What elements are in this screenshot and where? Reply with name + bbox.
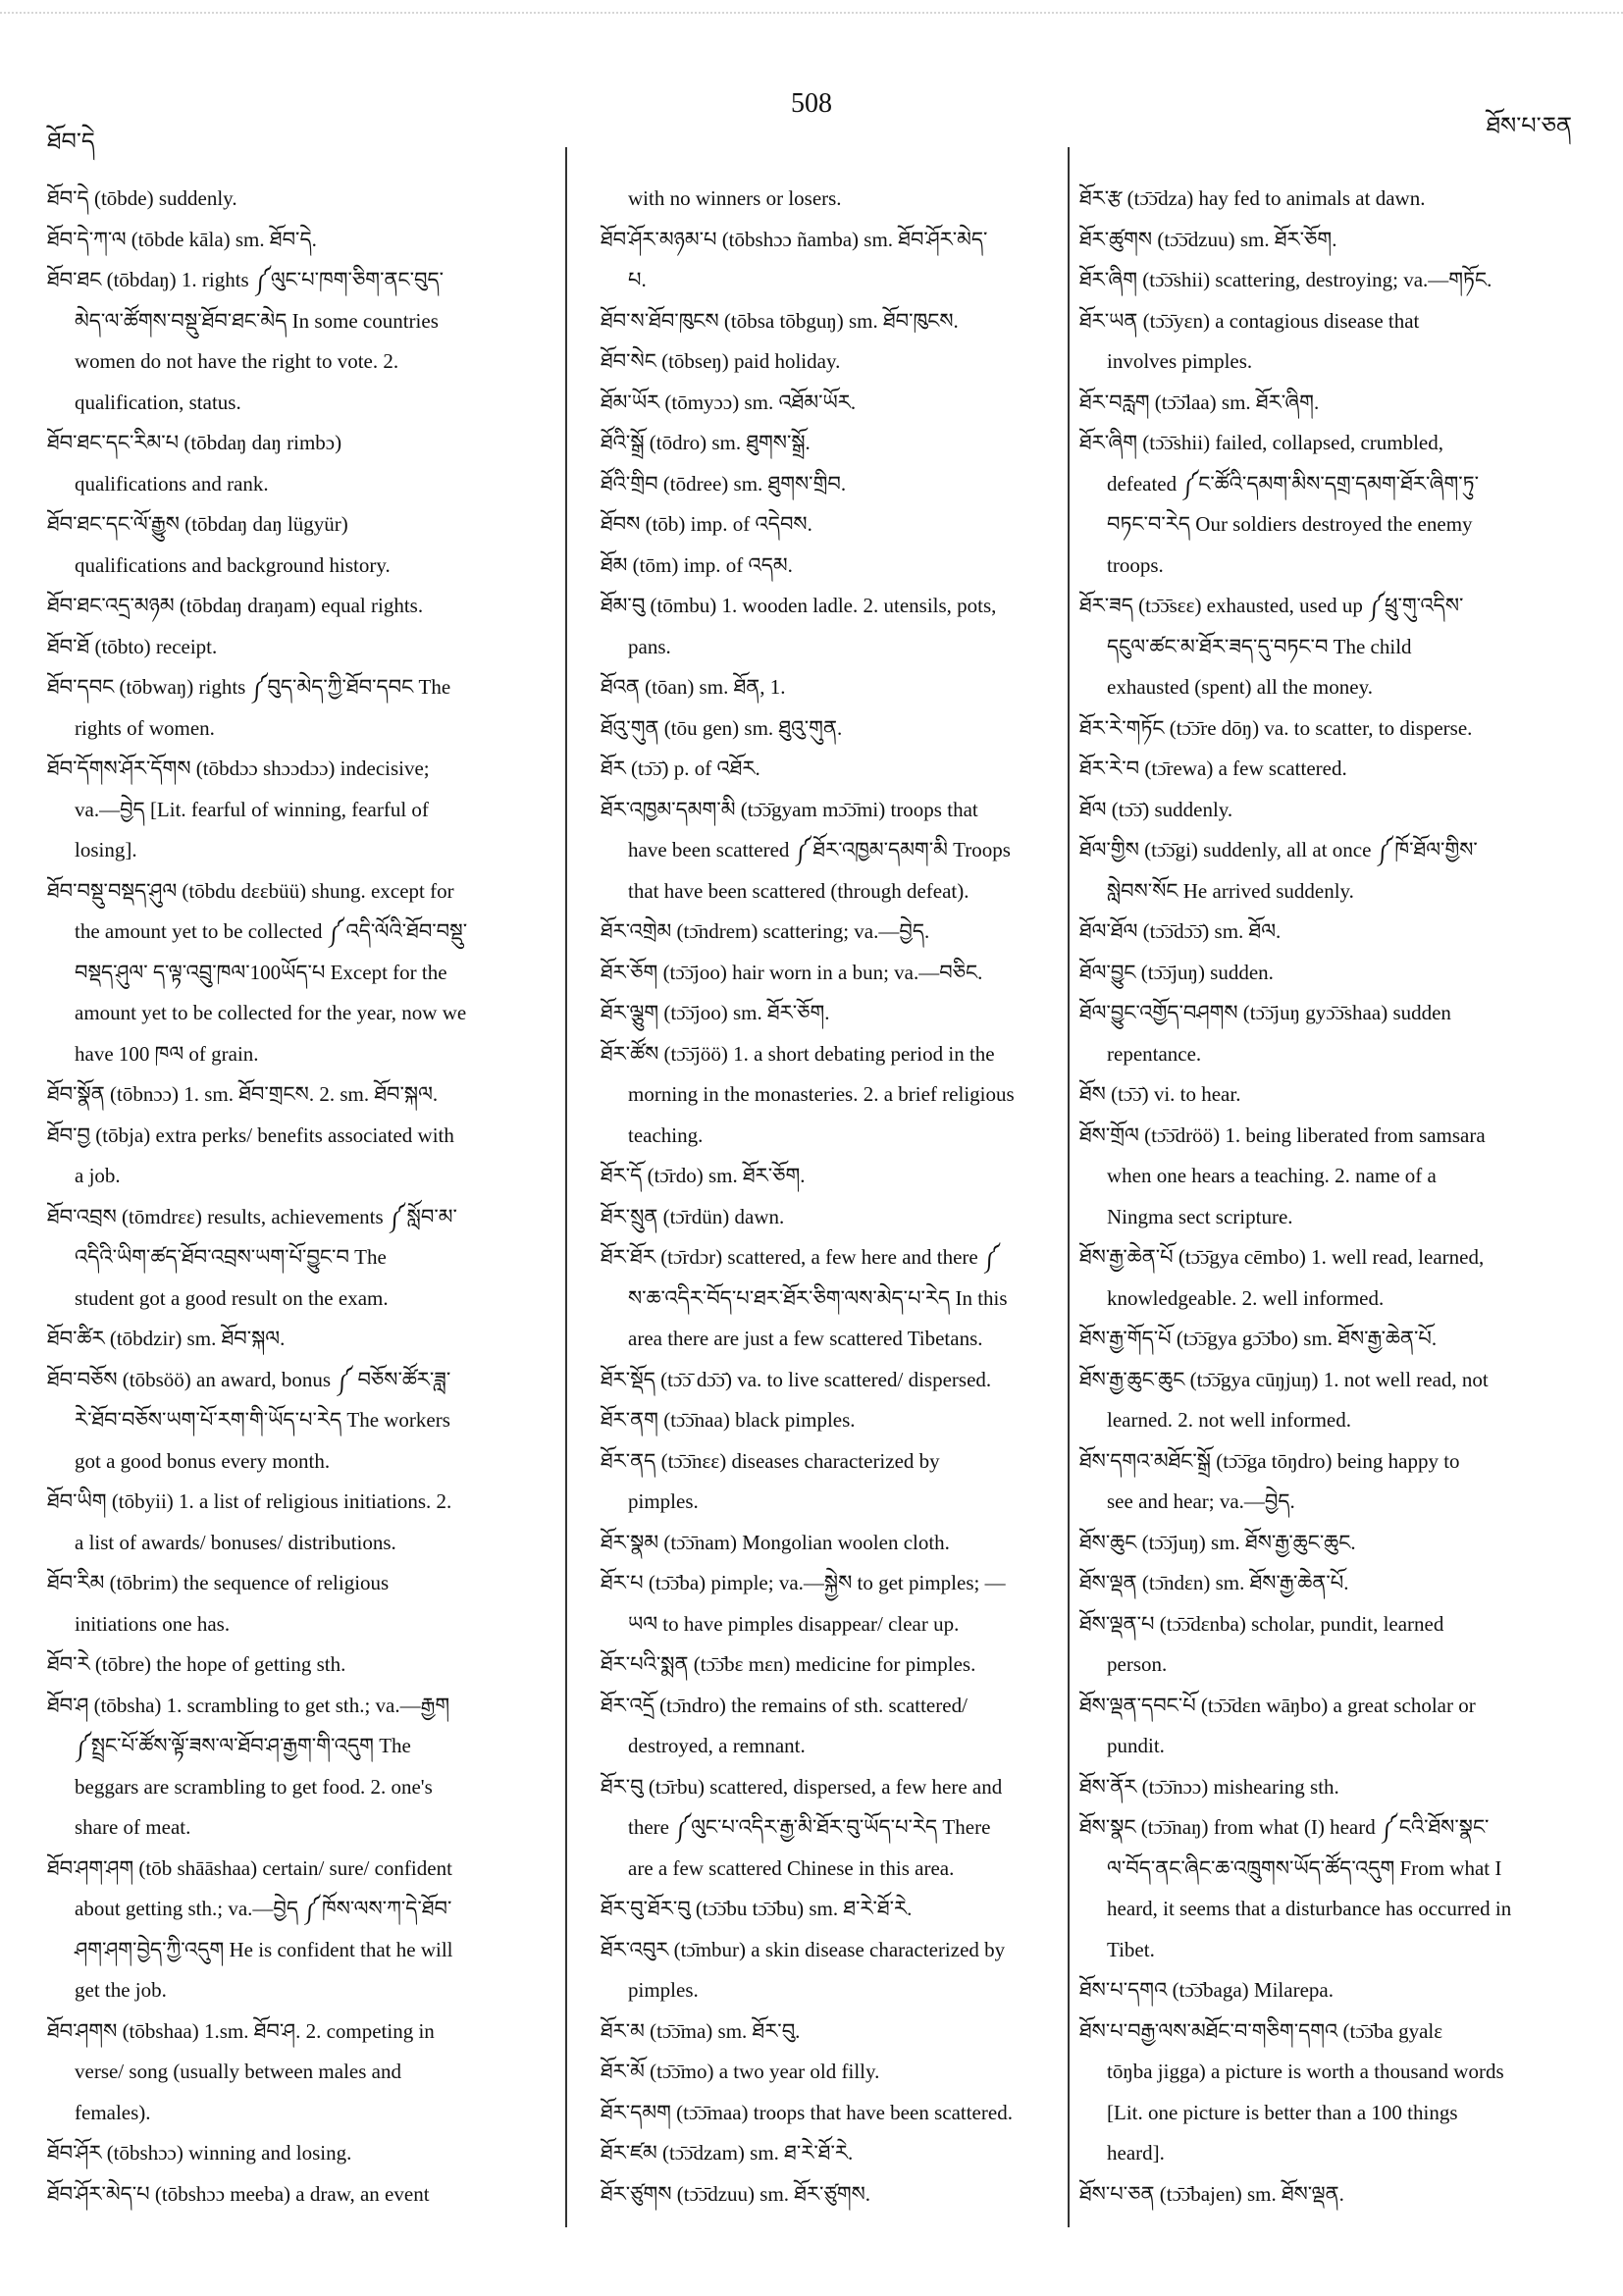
- dictionary-entry-line: ཐོར་སྣམ (tɔ̄ɔ̄nam) Mongolian woolen cloth.: [601, 1530, 950, 1554]
- dictionary-entry-line: ཐོས་སྣང (tɔ̄ɔ̄naŋ) from what (I) heard ༼ངའི་ཐོས་སྣང་: [1079, 1815, 1490, 1839]
- dictionary-entry-line: ཐོབ་ཐོ (tōbto) receipt.: [47, 634, 218, 658]
- dictionary-entry-line: ཐོར་འདྲོ (tɔ̄ndro) the remains of sth. scattered/: [601, 1693, 968, 1717]
- dictionary-entry-line: ཐོར་ཚོས (tɔ̄ɔ̄jöö) 1. a short debating period in the: [601, 1041, 995, 1066]
- dictionary-entry-line: ཐོབ་དེ (tōbde) suddenly.: [47, 186, 237, 210]
- dictionary-entry-line: ཐོར་འཁྱམ་དམག་མི (tɔ̄ɔ̄gyam mɔ̄ɔ̄mi) troops that: [601, 797, 978, 821]
- dictionary-entry-line: ཐོབ་སྣོན (tōbnɔɔ) 1. sm. ཐོབ་གྲངས. 2. sm. ཐོབ་སྐལ.: [47, 1082, 439, 1106]
- dictionary-entry-line: ཐོམ་ཡོར (tōmyɔɔ) sm. འཐོམ་ཡོར.: [601, 390, 857, 414]
- entry-continuation-line: a list of awards/ bonuses/ distributions.: [75, 1530, 396, 1554]
- entry-continuation-line: པ.: [628, 268, 647, 291]
- entry-continuation-line: repentance.: [1107, 1041, 1202, 1066]
- dictionary-entry-line: ཐོའན (tōan) sm. ཐོན, 1.: [601, 675, 786, 699]
- dictionary-entry-line: ཐོལ་བྱུང (tɔ̄ɔ̄juŋ) sudden.: [1079, 960, 1274, 984]
- dictionary-entry-line: ཐོར་རྩ (tɔ̄ɔ̄dza) hay fed to animals at dawn.: [1079, 186, 1426, 210]
- dictionary-entry-line: ཐོར་པའི་སྨན (tɔ̄ɔ̄bɛ mɛn) medicine for pimples.: [601, 1652, 976, 1676]
- dictionary-entry-line: ཐོབ་ཤོར (tōbshɔɔ) winning and losing.: [47, 2141, 352, 2165]
- dictionary-entry-line: ཐོབ་ཡིག (tōbyii) 1. a list of religious initiations. 2.: [47, 1489, 452, 1513]
- dictionary-column-3: [1079, 179, 1590, 2215]
- dictionary-entry-line: ཐོབ་ཤ (tōbsha) 1. scrambling to get sth.; va.—རྒྱག: [47, 1693, 450, 1717]
- entry-continuation-line: troops.: [1107, 552, 1164, 577]
- entry-continuation-line: མེད་ལ་ཚོགས་བསྡུ་ཐོབ་ཐང་མེད In some countries: [75, 308, 439, 333]
- entry-continuation-line: heard].: [1107, 2141, 1165, 2165]
- entry-continuation-line: ལ་བོད་ནང་ཞིང་ཆ་འཁྲུགས་ཡོད་ཚོད་འདུག From what I: [1107, 1855, 1502, 1880]
- entry-continuation-line: share of meat.: [75, 1815, 191, 1839]
- dictionary-entry-line: ཐོའི་སྒྲོ (tōdro) sm. ཐུགས་སྒྲོ.: [601, 431, 811, 454]
- dictionary-entry-line: ཐོམ་བུ (tōmbu) 1. wooden ladle. 2. utensils, pots,: [601, 594, 997, 617]
- dictionary-entry-line: ཐོལ་ཐོལ (tɔ̄ɔ̄dɔ̄ɔ̄) sm. ཐོལ.: [1079, 919, 1282, 943]
- column-divider-1: [565, 147, 567, 2227]
- dictionary-entry-line: ཐོར་ཙུགས (tɔ̄ɔ̄dzuu) sm. ཐོར་ཙུགས.: [601, 2181, 871, 2206]
- entry-continuation-line: women do not have the right to vote. 2.: [75, 349, 399, 373]
- entry-continuation-line: exhausted (spent) all the money.: [1107, 675, 1373, 699]
- dictionary-entry-line: ཐོར་འགྲེམ (tɔ̄ndrem) scattering; va.—བྱེད.: [601, 919, 930, 943]
- entry-continuation-line: ས་ཆ་འདིར་བོད་པ་ཐར་ཐོར་ཅིག་ལས་མེད་པ་རེད In this: [628, 1285, 1008, 1310]
- entry-continuation-line: བསྡད་ཤུལ་ ད་ལྟ་འབྲུ་ཁལ་100ཡོད་པ Except for the: [75, 960, 447, 984]
- entry-continuation-line: there ༼ལུང་པ་འདིར་རྒྱ་མི་ཐོར་བུ་ཡོད་པ་རེད There: [628, 1815, 991, 1839]
- entry-continuation-line: qualifications and background history.: [75, 552, 391, 577]
- dictionary-entry-line: ཐོར་རེ་གཏོང (tɔ̄ɔ̄re dōŋ) va. to scatter, to disperse.: [1079, 715, 1473, 740]
- entry-continuation-line: pimples.: [628, 1489, 699, 1513]
- entry-continuation-line: a job.: [75, 1164, 121, 1187]
- dictionary-entry-line: ཐོར་དམག (tɔ̄ɔ̄maa) troops that have been scattered.: [601, 2100, 1013, 2124]
- dictionary-entry-line: ཐོར་ཐོར (tɔ̄rdɔr) scattered, a few here and there ༼: [601, 1245, 1000, 1269]
- dictionary-entry-line: ཐོར་འབུར (tɔ̄mbur) a skin disease characterized by: [601, 1937, 1006, 1961]
- entry-continuation-line: have 100 ཁལ of grain.: [75, 1041, 259, 1066]
- dictionary-entry-line: ཐོབ་དོགས་ཤོར་དོགས (tōbdɔɔ shɔɔdɔɔ) indecisive;: [47, 757, 430, 780]
- entry-continuation-line: སླེབས་སོང He arrived suddenly.: [1107, 878, 1354, 903]
- right-running-head: ཐོས་པ་ཅན: [1486, 114, 1572, 139]
- dictionary-entry-line: ཐོས (tɔ̄ɔ̄) vi. to hear.: [1079, 1082, 1241, 1106]
- entry-continuation-line: ཤག་ཤག་བྱེད་ཀྱི་འདུག He is confident that he will: [75, 1937, 453, 1961]
- dictionary-entry-line: ཐོབ་ཐང་དང་རིམ་པ (tōbdaŋ daŋ rimbɔ): [47, 431, 342, 454]
- dictionary-entry-line: ཐོབ་ཤོར་མཉམ་པ (tōbshɔɔ ñamba) sm. ཐོབ་ཤོར་མེད་: [601, 227, 988, 251]
- dictionary-entry-line: ཐོབ་འབྲས (tōmdrɛɛ) results, achievements ༼སློབ་མ་: [47, 1204, 457, 1228]
- dictionary-entry-line: ཐོས་པ་ཅན (tɔ̄ɔ̄bajen) sm. ཐོས་ལྡན.: [1079, 2181, 1344, 2206]
- entry-continuation-line: student got a good result on the exam.: [75, 1285, 389, 1310]
- dictionary-entry-line: ཐོབ་ཤགས (tōbshaa) 1.sm. ཐོབ་ཤ. 2. competing in: [47, 2018, 435, 2043]
- dictionary-entry-line: ཐོབ་ཤོར་མེད་པ (tōbshɔɔ meeba) a draw, an event: [47, 2181, 430, 2206]
- entry-continuation-line: morning in the monasteries. 2. a brief religious: [628, 1082, 1015, 1106]
- dictionary-entry-line: ཐོམ (tōm) imp. of འདམ.: [601, 552, 793, 577]
- dictionary-entry-line: ཐོར་ཅོག (tɔ̄ɔ̄joo) hair worn in a bun; va.—བཅིང.: [601, 960, 983, 984]
- dictionary-entry-line: ཐོར (tɔ̄ɔ̄) p. of འཐོར.: [601, 757, 760, 780]
- dictionary-entry-line: ཐོར་ཞིག (tɔ̄ɔ̄shii) failed, collapsed, crumbled,: [1079, 431, 1443, 454]
- dictionary-entry-line: ཐོལ་བྱུང་འགྱོད་བཤགས (tɔ̄ɔ̄juŋ gyɔ̄ɔ̄shaa) sudden: [1079, 1001, 1451, 1024]
- dictionary-entry-line: ཐོལ (tɔ̄ɔ̄) suddenly.: [1079, 797, 1233, 821]
- left-running-head: ཐོབ་དེ: [47, 130, 95, 155]
- dictionary-entry-line: ཐོར་ཛམ (tɔ̄ɔ̄dzam) sm. ཐ་རེ་ཐོ་རེ.: [601, 2141, 854, 2165]
- entry-continuation-line: learned. 2. not well informed.: [1107, 1408, 1352, 1432]
- entry-continuation-line: have been scattered ༼ཐོར་འཁྱམ་དམག་མི Troops: [628, 838, 1011, 861]
- dictionary-entry-line: ཐོབ་ཐང་དང་ལོ་རྒྱུས (tōbdaŋ daŋ lügyür): [47, 512, 348, 536]
- dictionary-entry-line: ཐོབ་ཐང་འདྲ་མཉམ (tōbdaŋ draŋam) equal rights.: [47, 594, 424, 617]
- entry-continuation-line: qualifications and rank.: [75, 471, 269, 496]
- entry-continuation-line: verse/ song (usually between males and: [75, 2060, 401, 2083]
- entry-continuation-line: Tibet.: [1107, 1937, 1155, 1961]
- entry-continuation-line: pimples.: [628, 1978, 699, 2002]
- dictionary-entry-line: ཐོབ་བཅོས (tōbsöö) an award, bonus ༼ བཅོས་ཚོར་ཟླ་: [47, 1367, 451, 1391]
- dictionary-entry-line: ཐོབ་རིམ (tōbrim) the sequence of religious: [47, 1571, 390, 1594]
- dictionary-entry-line: ཐོར་བུ (tɔ̄rbu) scattered, dispersed, a few here and: [601, 1774, 1003, 1799]
- dictionary-entry-line: ཐོར་བུ་ཐོར་བུ (tɔ̄ɔ̄bu tɔ̄ɔ̄bu) sm. ཐ་རེ་ཐོ་རེ.: [601, 1897, 913, 1920]
- entry-continuation-line: when one hears a teaching. 2. name of a: [1107, 1164, 1437, 1187]
- dictionary-entry-line: ཐོར་སྡོད (tɔ̄ɔ̄ dɔ̄ɔ̄) va. to live scattered/ dispersed.: [601, 1367, 992, 1391]
- entry-continuation-line: see and hear; va.—བྱེད.: [1107, 1489, 1295, 1513]
- entry-continuation-line: བཏང་བ་རེད Our soldiers destroyed the enemy: [1107, 512, 1473, 536]
- entry-continuation-line: area there are just a few scattered Tibetans.: [628, 1327, 983, 1350]
- dictionary-entry-line: ཐོར་ཚུགས (tɔ̄ɔ̄dzuu) sm. ཐོར་ཅོག.: [1079, 227, 1337, 251]
- entry-continuation-line: with no winners or losers.: [628, 186, 842, 210]
- entry-continuation-line: get the job.: [75, 1978, 167, 2002]
- entry-continuation-line: females).: [75, 2100, 151, 2124]
- entry-continuation-line: རེ་ཐོབ་བཅོས་ཡག་པོ་རག་གི་ཡོད་པ་རེད The workers: [75, 1408, 450, 1432]
- dictionary-entry-line: ཐོར་ནད (tɔ̄ɔ̄nɛɛ) diseases characterized by: [601, 1448, 940, 1473]
- dictionary-entry-line: ཐོས་ཆུང (tɔ̄ɔ̄juŋ) sm. ཐོས་རྒྱ་ཆུང་ཆུང.: [1079, 1530, 1356, 1554]
- entry-continuation-line: heard, it seems that a disturbance has occurred in: [1107, 1897, 1512, 1920]
- entry-continuation-line: beggars are scrambling to get food. 2. one's: [75, 1774, 433, 1799]
- dictionary-entry-line: ཐོར་དོ (tɔ̄rdo) sm. ཐོར་ཅོག.: [601, 1164, 806, 1187]
- dictionary-entry-line: ཐོར་སྲུན (tɔ̄rdün) dawn.: [601, 1204, 785, 1228]
- dictionary-entry-line: ཐོར་ཡན (tɔ̄ɔ̄yɛn) a contagious disease that: [1079, 308, 1420, 333]
- entry-continuation-line: got a good bonus every month.: [75, 1448, 331, 1473]
- dictionary-entry-line: ཐོས་ལྡན (tɔ̄ndɛn) sm. ཐོས་རྒྱ་ཆེན་པོ.: [1079, 1571, 1349, 1594]
- entry-continuation-line: that have been scattered (through defeat).: [628, 878, 969, 903]
- dictionary-entry-line: ཐོས་ལྡན་པ (tɔ̄ɔ̄dɛnba) scholar, pundit, learned: [1079, 1611, 1444, 1636]
- dictionary-entry-line: ཐོབ་དབང (tōbwaŋ) rights ༼བུད་མེད་ཀྱི་ཐོབ་དབང The: [47, 675, 451, 699]
- dictionary-entry-line: ཐོབ་ཐང (tōbdaŋ) 1. rights ༼ལུང་པ་ཁག་ཅིག་ནང་བུད་: [47, 268, 445, 291]
- entry-continuation-line: དངུལ་ཚང་མ་ཐོར་ཟད་དུ་བཏང་བ The child: [1107, 634, 1412, 658]
- dictionary-entry-line: ཐོས་པ་བརྒྱ་ལས་མཐོང་བ་གཅིག་དགའ (tɔ̄ɔ̄ba gyalɛ: [1079, 2018, 1443, 2043]
- entry-continuation-line: pans.: [628, 634, 671, 658]
- entry-continuation-line: about getting sth.; va.—བྱེད ༼ཁོས་ལས་ཀ་དེ་ཐོབ་: [75, 1897, 452, 1920]
- dictionary-entry-line: ཐོལ་གྱིས (tɔ̄ɔ̄gi) suddenly, all at once ༼ཁོ་ཐོལ་གྱིས་: [1079, 838, 1478, 861]
- entry-continuation-line: initiations one has.: [75, 1611, 231, 1636]
- entry-continuation-line: Ningma sect scripture.: [1107, 1204, 1293, 1228]
- entry-continuation-line: knowledgeable. 2. well informed.: [1107, 1285, 1385, 1310]
- entry-continuation-line: rights of women.: [75, 715, 215, 740]
- page-number: 508: [791, 88, 832, 119]
- entry-continuation-line: destroyed, a remnant.: [628, 1734, 806, 1757]
- dictionary-column-1: [47, 179, 548, 2215]
- dictionary-entry-line: ཐོར་ནག (tɔ̄ɔ̄naa) black pimples.: [601, 1408, 856, 1432]
- dictionary-entry-line: ཐོར་ལྕུག (tɔ̄ɔ̄joo) sm. ཐོར་ཅོག.: [601, 1001, 830, 1024]
- dictionary-entry-line: ཐོབ་བྱ (tōbja) extra perks/ benefits associated with: [47, 1122, 454, 1147]
- dictionary-entry-line: ཐོས་གྲོལ (tɔ̄ɔ̄dröö) 1. being liberated from samsara: [1079, 1122, 1486, 1147]
- dictionary-entry-line: ཐོབ་བསྡུ་བསྡད་ཤུལ (tōbdu dɛɛbüü) shung. except for: [47, 878, 454, 903]
- entry-continuation-line: ༼སྤྲང་པོ་ཚོས་ལྟོ་ཟས་ལ་ཐོབ་ཤ་རྒྱག་གི་འདུག The: [75, 1734, 411, 1757]
- entry-continuation-line: person.: [1107, 1652, 1168, 1676]
- entry-continuation-line: defeated ༼ང་ཚོའི་དམག་མིས་དགྲ་དམག་ཐོར་ཞིག་ཏུ་: [1107, 471, 1479, 496]
- dictionary-column-2: [601, 179, 1057, 2215]
- entry-continuation-line: འདིའི་ཡིག་ཚད་ཐོབ་འབྲས་ཡག་པོ་བྱུང་བ The: [75, 1245, 387, 1269]
- dictionary-entry-line: ཐོས་རྒྱ་ཆེན་པོ (tɔ̄ɔ̄gya cēmbo) 1. well read, learned,: [1079, 1245, 1485, 1269]
- dictionary-entry-line: ཐོར་མོ (tɔ̄ɔ̄mo) a two year old filly.: [601, 2060, 880, 2083]
- dictionary-entry-line: ཐོར་མ (tɔ̄ɔ̄ma) sm. ཐོར་བུ.: [601, 2018, 801, 2043]
- dictionary-entry-line: ཐོར་ཞིག (tɔ̄ɔ̄shii) scattering, destroying; va.—གཏོང.: [1079, 268, 1492, 291]
- dictionary-entry-line: ཐོར་པ (tɔ̄ɔ̄ba) pimple; va.—སྐྱེས to get pimples; —: [601, 1571, 1006, 1594]
- dictionary-entry-line: ཐོབ་སེང (tōbseŋ) paid holiday.: [601, 349, 841, 373]
- entry-continuation-line: involves pimples.: [1107, 349, 1253, 373]
- entry-continuation-line: teaching.: [628, 1122, 704, 1147]
- dictionary-entry-line: ཐོའུ་གུན (tōu gen) sm. ཐུའུ་གུན.: [601, 715, 843, 740]
- dictionary-entry-line: ཐོར་བརླག (tɔ̄ɔ̄laa) sm. ཐོར་ཞིག.: [1079, 390, 1320, 414]
- column-divider-2: [1068, 147, 1070, 2227]
- dictionary-entry-line: ཐོས་རྒྱ་གོད་པོ (tɔ̄ɔ̄gya gɔ̄ɔ̄bo) sm. ཐོས་རྒྱ་ཆེན་པོ.: [1079, 1327, 1438, 1350]
- dictionary-entry-line: ཐོབ་ཤག་ཤག (tōb shāāshaa) certain/ sure/ confident: [47, 1855, 452, 1880]
- dictionary-entry-line: ཐོབ་དེ་ཀ་ལ (tōbde kāla) sm. ཐོབ་དེ.: [47, 227, 317, 251]
- dictionary-entry-line: ཐོབ་ས་ཐོབ་ཁུངས (tōbsa tōbguŋ) sm. ཐོབ་ཁུངས.: [601, 308, 959, 333]
- entry-continuation-line: are a few scattered Chinese in this area.: [628, 1855, 955, 1880]
- entry-continuation-line: tōŋba jigga) a picture is worth a thousand words: [1107, 2060, 1504, 2083]
- page-header: [0, 0, 1623, 155]
- dictionary-entry-line: ཐོབས (tōb) imp. of འདེབས.: [601, 512, 812, 536]
- dictionary-entry-line: ཐོར་རེ་བ (tɔ̄rewa) a few scattered.: [1079, 757, 1347, 780]
- dictionary-entry-line: ཐོས་ནོར (tɔ̄ɔ̄nɔɔ) mishearing sth.: [1079, 1774, 1339, 1799]
- entry-continuation-line: qualification, status.: [75, 390, 241, 414]
- dictionary-entry-line: ཐོས་ལྡན་དབང་པོ (tɔ̄ɔ̄dɛn wāŋbo) a great scholar or: [1079, 1693, 1476, 1717]
- entry-continuation-line: va.—བྱེད [Lit. fearful of winning, fearful of: [75, 797, 429, 821]
- dictionary-entry-line: ཐོབ་རེ (tōbre) the hope of getting sth.: [47, 1652, 346, 1676]
- dictionary-entry-line: ཐོས་དགའ་མཐོང་སྒྲོ (tɔ̄ɔ̄ga tōŋdro) being happy to: [1079, 1448, 1460, 1473]
- entry-continuation-line: amount yet to be collected for the year, now we: [75, 1001, 467, 1024]
- dictionary-entry-line: ཐོབ་ཚིར (tōbdzir) sm. ཐོབ་སྐལ.: [47, 1327, 286, 1350]
- dictionary-entry-line: ཐོའི་གྲིབ (tōdree) sm. ཐུགས་གྲིབ.: [601, 471, 847, 496]
- entry-continuation-line: the amount yet to be collected ༼འདི་ལོའི་ཐོབ་བསྡུ་: [75, 919, 468, 943]
- dictionary-entry-line: ཐོར་ཟད (tɔ̄ɔ̄sɛɛ) exhausted, used up ༼ཕྲུ་གུ་འདིས་: [1079, 594, 1464, 617]
- entry-continuation-line: ཡལ to have pimples disappear/ clear up.: [628, 1611, 960, 1636]
- dictionary-entry-line: ཐོས་རྒྱ་ཆུང་ཆུང (tɔ̄ɔ̄gya cūŋjuŋ) 1. not well read, not: [1079, 1367, 1489, 1391]
- entry-continuation-line: pundit.: [1107, 1734, 1165, 1757]
- entry-continuation-line: [Lit. one picture is better than a 100 things: [1107, 2100, 1458, 2124]
- dictionary-entry-line: ཐོས་པ་དགའ (tɔ̄ɔ̄baga) Milarepa.: [1079, 1978, 1334, 2002]
- entry-continuation-line: losing].: [75, 838, 137, 861]
